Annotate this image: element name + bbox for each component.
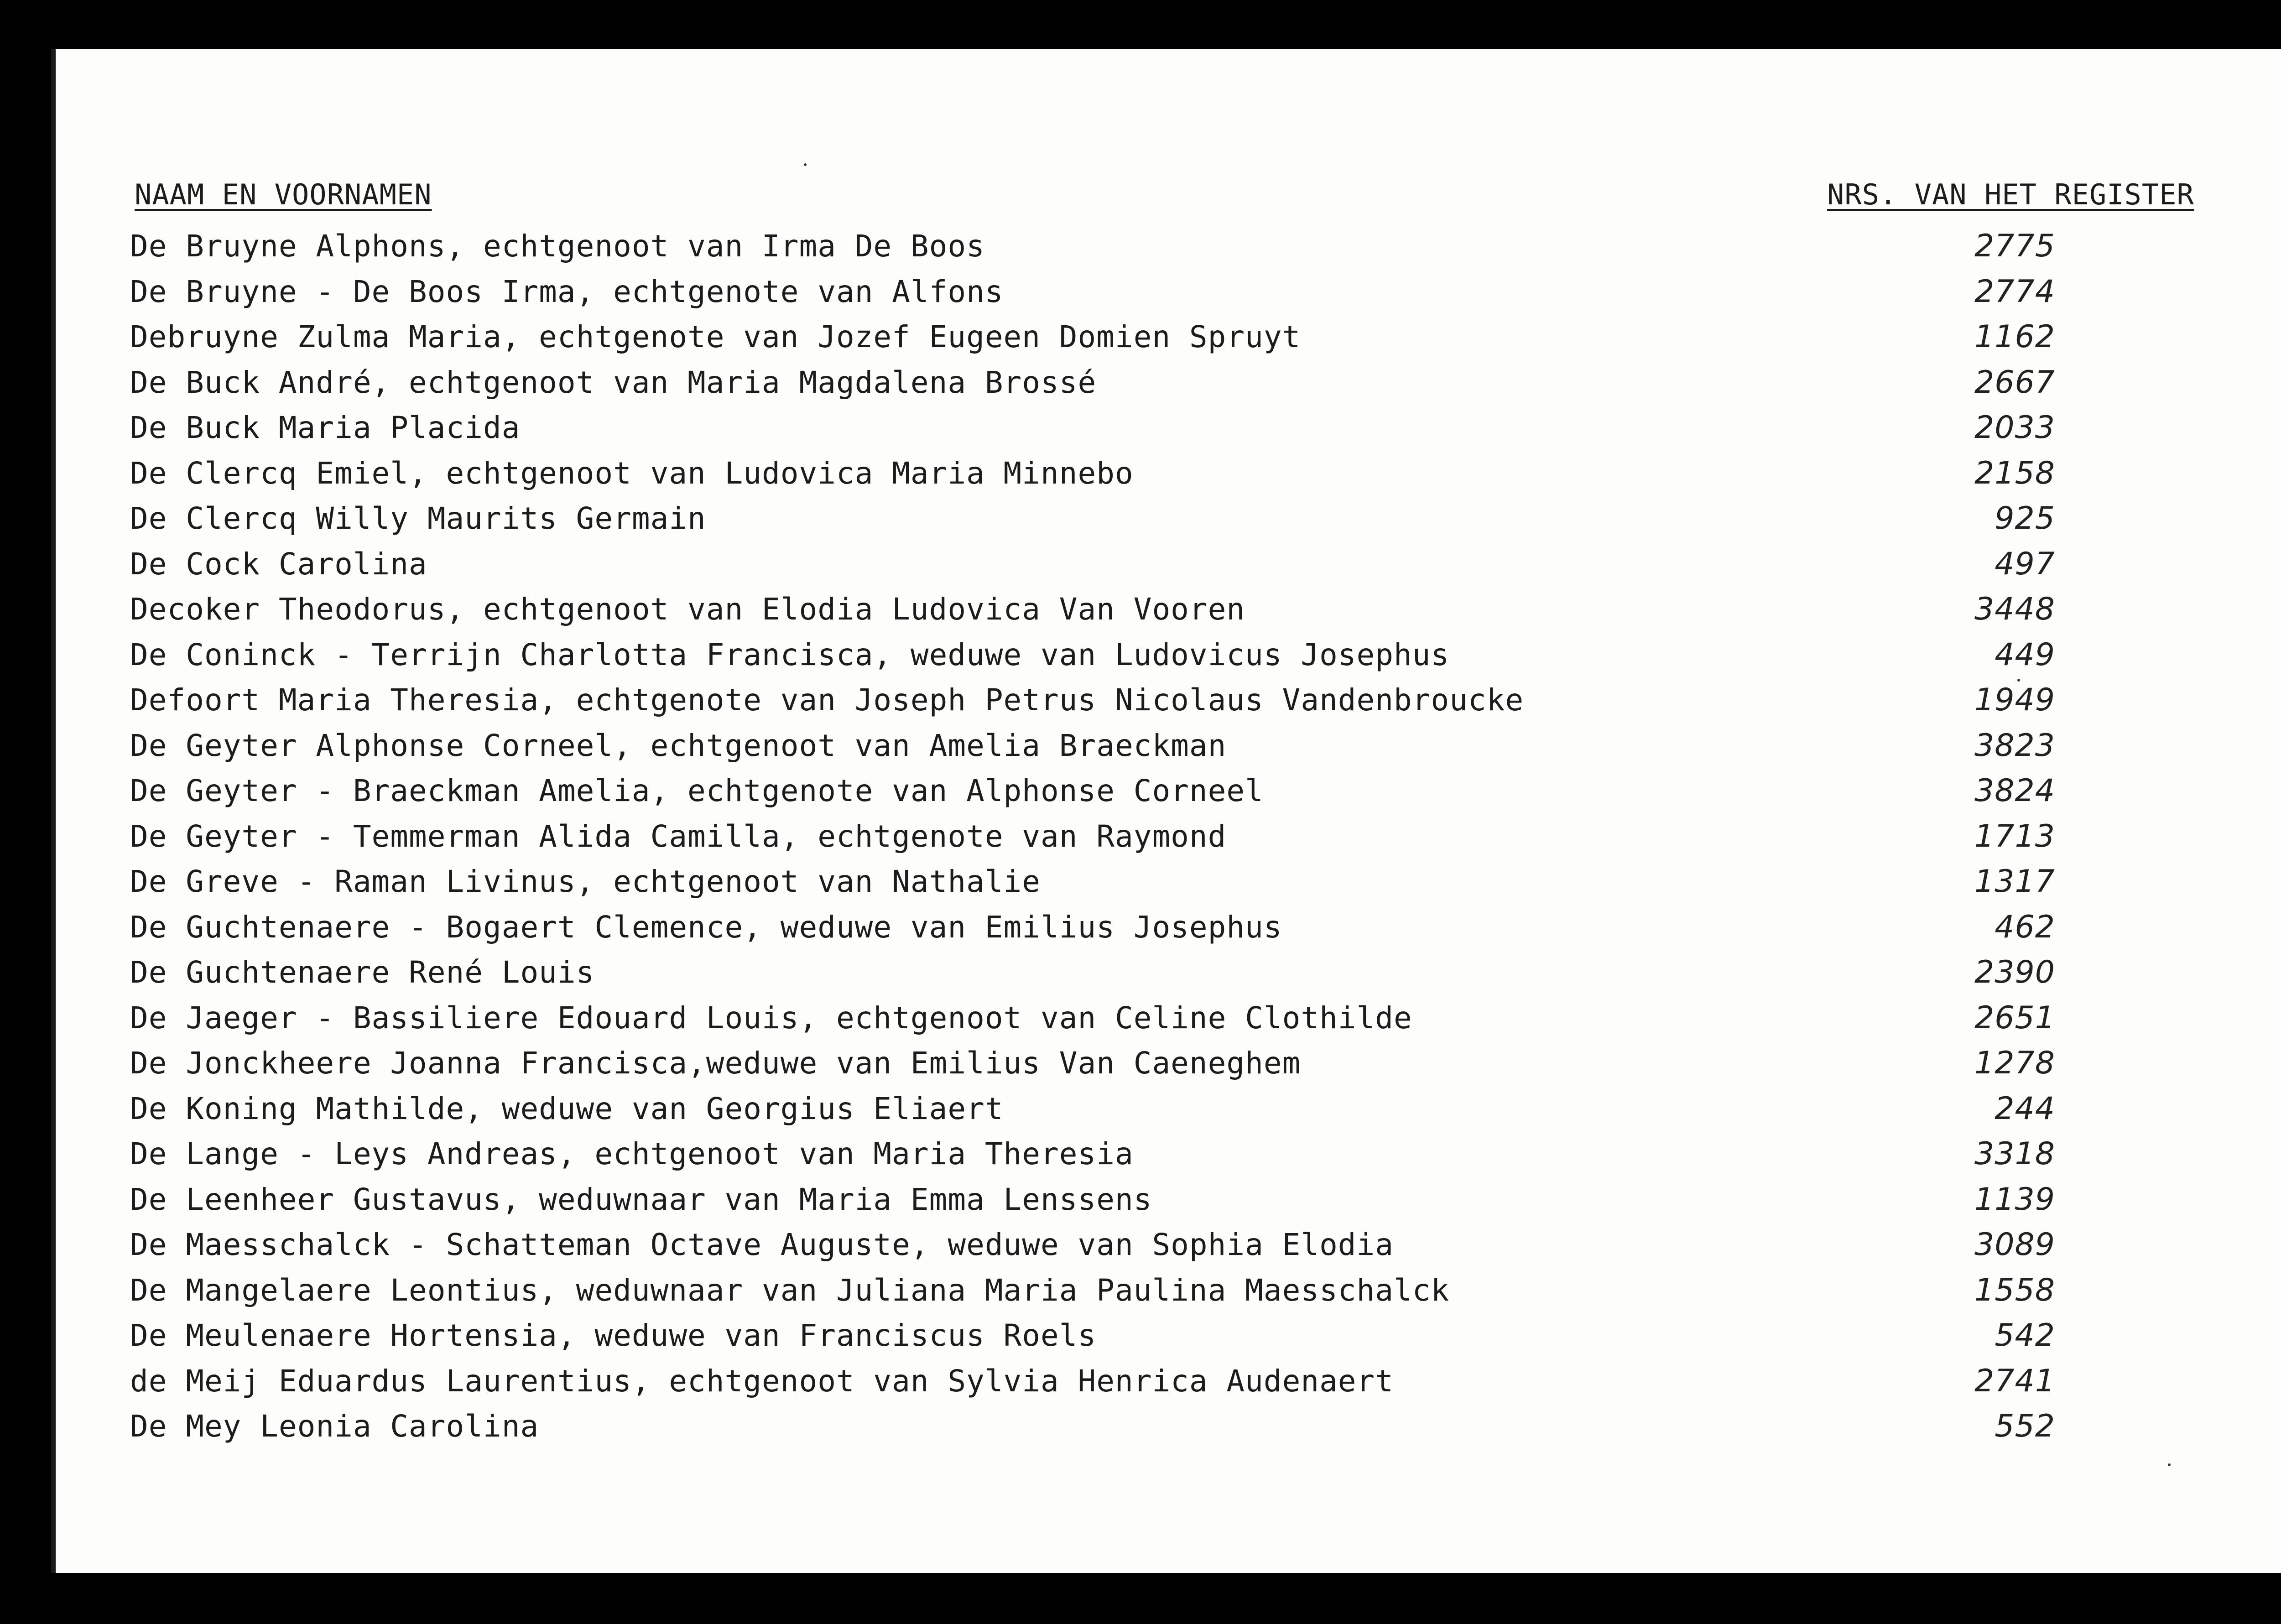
entry-register-number: 449 bbox=[1995, 636, 2055, 673]
entry-name: De Mey Leonia Carolina bbox=[130, 1409, 539, 1444]
list-item bbox=[130, 587, 2229, 632]
entry-register-number: 3318 bbox=[1974, 1136, 2055, 1172]
entry-name: De Jonckheere Joanna Francisca,weduwe van Emilius Van Caeneghem bbox=[130, 1046, 1301, 1081]
entry-name: De Lange - Leys Andreas, echtgenoot van Maria Theresia bbox=[130, 1136, 1134, 1171]
entry-register-number: 3824 bbox=[1974, 773, 2055, 809]
entry-register-number: 1278 bbox=[1974, 1045, 2055, 1081]
entry-name: De Coninck - Terrijn Charlotta Francisca, weduwe van Ludovicus Josephus bbox=[130, 637, 1450, 672]
list-item bbox=[130, 314, 2229, 360]
list-item bbox=[130, 814, 2229, 859]
entry-register-number: 1317 bbox=[1974, 864, 2055, 900]
list-item bbox=[130, 1313, 2229, 1359]
list-item bbox=[130, 905, 2229, 950]
entry-name: De Clercq Willy Maurits Germain bbox=[130, 501, 706, 536]
entry-name: De Guchtenaere René Louis bbox=[130, 955, 595, 990]
entry-register-number: 2667 bbox=[1974, 364, 2055, 401]
entry-register-number: 2651 bbox=[1974, 999, 2055, 1036]
entry-name: De Maesschalck - Schatteman Octave Auguste, weduwe van Sophia Elodia bbox=[130, 1227, 1394, 1262]
list-item bbox=[130, 496, 2229, 541]
entry-name: De Geyter Alphonse Corneel, echtgenoot van Amelia Braeckman bbox=[130, 728, 1227, 763]
list-item bbox=[130, 451, 2229, 496]
entry-register-number: 1558 bbox=[1974, 1272, 2055, 1308]
entry-register-number: 462 bbox=[1995, 909, 2055, 945]
list-item bbox=[130, 224, 2229, 269]
entry-register-number: 1139 bbox=[1974, 1181, 2055, 1218]
list-item bbox=[130, 677, 2229, 723]
entry-name: De Meulenaere Hortensia, weduwe van Franciscus Roels bbox=[130, 1318, 1097, 1353]
entry-register-number: 2033 bbox=[1974, 410, 2055, 446]
entry-register-number: 925 bbox=[1995, 500, 2055, 536]
list-item bbox=[130, 1404, 2229, 1449]
entry-register-number: 2390 bbox=[1974, 954, 2055, 990]
entry-register-number: 3448 bbox=[1974, 591, 2055, 627]
list-item bbox=[130, 859, 2229, 905]
entry-register-number: 2158 bbox=[1974, 455, 2055, 491]
list-item bbox=[130, 1359, 2229, 1404]
entry-register-number: 552 bbox=[1995, 1408, 2055, 1444]
dust-speck bbox=[804, 163, 807, 166]
list-item bbox=[130, 405, 2229, 451]
entry-register-number: 2774 bbox=[1974, 273, 2055, 310]
column-header-register-numbers: NRS. VAN HET REGISTER bbox=[1827, 178, 2194, 211]
entry-name: De Clercq Emiel, echtgenoot van Ludovica Maria Minnebo bbox=[130, 455, 1134, 491]
column-header-names: NAAM EN VOORNAMEN bbox=[135, 178, 432, 211]
entry-name: De Cock Carolina bbox=[130, 546, 427, 582]
entry-list bbox=[130, 224, 2229, 1449]
entry-name: Defoort Maria Theresia, echtgenote van Joseph Petrus Nicolaus Vandenbroucke bbox=[130, 682, 1524, 718]
entry-register-number: 244 bbox=[1995, 1090, 2055, 1127]
entry-name: De Bruyne Alphons, echtgenoot van Irma De Boos bbox=[130, 229, 985, 264]
entry-name: De Guchtenaere - Bogaert Clemence, weduwe van Emilius Josephus bbox=[130, 909, 1282, 945]
list-item bbox=[130, 541, 2229, 587]
dust-speck bbox=[2168, 1463, 2171, 1466]
entry-name: De Buck Maria Placida bbox=[130, 410, 521, 445]
entry-name: De Buck André, echtgenoot van Maria Magdalena Brossé bbox=[130, 364, 1097, 400]
list-item bbox=[130, 1177, 2229, 1223]
entry-name: De Mangelaere Leontius, weduwnaar van Juliana Maria Paulina Maesschalck bbox=[130, 1272, 1450, 1308]
entry-register-number: 3089 bbox=[1974, 1227, 2055, 1263]
entry-register-number: 1162 bbox=[1974, 319, 2055, 355]
list-item bbox=[130, 1086, 2229, 1132]
entry-register-number: 1949 bbox=[1974, 682, 2055, 718]
entry-name: De Geyter - Temmerman Alida Camilla, echtgenote van Raymond bbox=[130, 818, 1227, 854]
entry-register-number: 3823 bbox=[1974, 727, 2055, 764]
list-item bbox=[130, 768, 2229, 814]
entry-name: De Bruyne - De Boos Irma, echtgenote van Alfons bbox=[130, 274, 1004, 309]
list-item bbox=[130, 950, 2229, 995]
list-item bbox=[130, 1268, 2229, 1313]
entry-name: De Koning Mathilde, weduwe van Georgius Eliaert bbox=[130, 1091, 1004, 1126]
list-item bbox=[130, 360, 2229, 406]
entry-register-number: 2775 bbox=[1974, 228, 2055, 264]
list-item bbox=[130, 1222, 2229, 1268]
entry-name: De Jaeger - Bassiliere Edouard Louis, echtgenoot van Celine Clothilde bbox=[130, 1000, 1412, 1036]
list-item bbox=[130, 723, 2229, 769]
list-item bbox=[130, 995, 2229, 1041]
list-item bbox=[130, 1131, 2229, 1177]
entry-name: Debruyne Zulma Maria, echtgenote van Jozef Eugeen Domien Spruyt bbox=[130, 319, 1301, 354]
entry-name: de Meij Eduardus Laurentius, echtgenoot van Sylvia Henrica Audenaert bbox=[130, 1363, 1394, 1399]
column-header-row bbox=[130, 178, 2229, 224]
entry-register-number: 542 bbox=[1995, 1317, 2055, 1353]
list-item bbox=[130, 1041, 2229, 1086]
register-index bbox=[130, 178, 2229, 1449]
list-item bbox=[130, 269, 2229, 315]
list-item bbox=[130, 632, 2229, 678]
entry-name: Decoker Theodorus, echtgenoot van Elodia Ludovica Van Vooren bbox=[130, 592, 1245, 627]
entry-name: De Geyter - Braeckman Amelia, echtgenote van Alphonse Corneel bbox=[130, 773, 1264, 808]
entry-name: De Greve - Raman Livinus, echtgenoot van Nathalie bbox=[130, 864, 1041, 899]
entry-name: De Leenheer Gustavus, weduwnaar van Maria Emma Lenssens bbox=[130, 1182, 1152, 1217]
entry-register-number: 497 bbox=[1995, 546, 2055, 582]
entry-register-number: 1713 bbox=[1974, 818, 2055, 854]
entry-register-number: 2741 bbox=[1974, 1363, 2055, 1399]
